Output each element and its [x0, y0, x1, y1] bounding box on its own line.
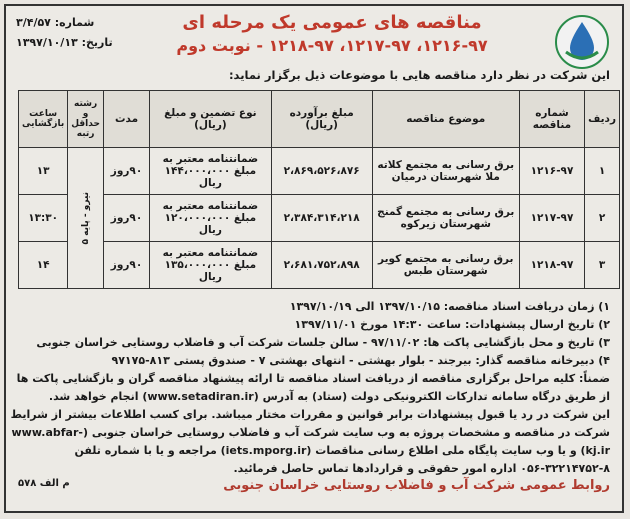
- row-index: ۱: [585, 148, 620, 195]
- ad-title: مناقصه های عمومی یک مرحله ای: [182, 12, 482, 33]
- company-logo-icon: [554, 14, 610, 70]
- row-amount: ۲،۶۸۱،۷۵۲،۸۹۸: [271, 242, 372, 289]
- grade-merged-cell: [68, 148, 104, 289]
- ad-frame: [4, 4, 624, 513]
- grade-merged-text: نیرو - پایه ۵: [80, 191, 91, 245]
- row-number: ۱۲۱۸-۹۷: [519, 242, 584, 289]
- col-amount: مبلغ برآورده (ریال): [271, 91, 372, 148]
- footer-signature: روابط عمومی شرکت آب و فاضلاب روستایی خراسان جنوبی: [223, 478, 610, 493]
- row-index: ۲: [585, 195, 620, 242]
- row-guarantee: ضمانتنامه معتبر به مبلغ ۱۴۴،۰۰۰،۰۰۰ ریال: [150, 148, 272, 195]
- col-duration: مدت: [103, 91, 149, 148]
- row-subject: برق رسانی به مجتمع گمنج شهرستان زیرکوه: [372, 195, 519, 242]
- col-number: شماره مناقصه: [519, 91, 584, 148]
- col-grade-min: حداقل رتبه: [71, 119, 100, 139]
- row-guarantee: ضمانتنامه معتبر به مبلغ ۱۳۵،۰۰۰،۰۰۰ ریال: [150, 242, 272, 289]
- col-row: ردیف: [585, 91, 620, 148]
- row-subject: برق رسانی به مجتمع کویر شهرستان طبس: [372, 242, 519, 289]
- row-number: ۱۲۱۷-۹۷: [519, 195, 584, 242]
- col-guarantee: نوع تضمین و مبلغ (ریال): [150, 91, 272, 148]
- note-item: ۳) تاریخ و محل بازگشایی پاکت ها: ۹۷/۱۱/۰۲ - سالن جلسات شرکت آب و فاضلاب روستایی خراسان جنوبی: [36, 336, 610, 349]
- row-duration: ۹۰روز: [103, 242, 149, 289]
- doc-number-value: ۳/۴/۵۷: [16, 16, 51, 29]
- col-grade: [68, 91, 104, 148]
- table-row: [19, 195, 620, 242]
- row-number: ۱۲۱۶-۹۷: [519, 148, 584, 195]
- row-time: ۱۳: [19, 148, 68, 195]
- table-row: [19, 242, 620, 289]
- note-item: ۲) تاریخ ارسال پیشنهادات: ساعت ۱۴:۳۰ مورخ ۱۳۹۷/۱۱/۰۱: [294, 318, 610, 331]
- ad-code: م الف ۵۷۸: [18, 478, 70, 489]
- tenders-table: [18, 90, 620, 289]
- row-duration: ۹۰روز: [103, 148, 149, 195]
- row-subject: برق رسانی به مجتمع کلاته ملا شهرستان درمیان: [372, 148, 519, 195]
- col-grade-field: رشته و: [74, 99, 98, 119]
- row-amount: ۲،۸۶۹،۵۲۶،۸۷۶: [271, 148, 372, 195]
- row-amount: ۲،۳۸۴،۳۱۴،۲۱۸: [271, 195, 372, 242]
- doc-date-label: تاریخ:: [81, 36, 113, 49]
- row-duration: ۹۰روز: [103, 195, 149, 242]
- ad-subtitle: ۱۲۱۶-۹۷، ۱۲۱۷-۹۷، ۱۲۱۸-۹۷ - نوبت دوم: [176, 36, 488, 55]
- col-subject: موضوع مناقصه: [372, 91, 519, 148]
- table-row: [19, 148, 620, 195]
- doc-date: [16, 36, 166, 49]
- row-time: ۱۳:۳۰: [19, 195, 68, 242]
- row-index: ۳: [585, 242, 620, 289]
- note-item: ضمناً: کلیه مراحل برگزاری مناقصه از دریافت اسناد مناقصه تا ارائه پیشنهاد مناقصه گران و بازگشایی پاکت ها از طریق درگاه سامانه تدارکات الکترونیکی دولت (ستاد) به آدرس (www.setadiran.ir) انجام خواهد شد.: [16, 372, 610, 403]
- row-time: ۱۴: [19, 242, 68, 289]
- note-item: این شرکت در رد یا قبول پیشنهادات برابر قوانین و مقررات مختار میباشد. برای کسب اطلاعات بیشتر از شرایط شرکت در مناقصه و مشخصات پروژه به وب سایت شرکت آب و فاضلاب روستایی خراسان جنوبی (www.abfar-kj.ir) و یا وب سایت پایگاه ملی اطلاع رسانی مناقصات (iets.mporg.ir) مراجعه و یا با شماره تلفن ۸-۳۲۲۱۴۷۵۲-۰۵۶ اداره امور حقوقی و قراردادها تماس حاصل فرمائید.: [10, 408, 610, 475]
- table-header-row: [19, 91, 620, 148]
- doc-date-value: ۱۳۹۷/۱۰/۱۳: [16, 36, 78, 49]
- notes-section: [6, 298, 610, 478]
- doc-number: [16, 16, 166, 29]
- row-guarantee: ضمانتنامه معتبر به مبلغ ۱۲۰،۰۰۰،۰۰۰ ریال: [150, 195, 272, 242]
- col-open-time: ساعت بازگشایی: [19, 91, 68, 148]
- intro-text: این شرکت در نظر دارد مناقصه هایی با موضوعات ذیل برگزار نماید:: [228, 68, 610, 82]
- note-item: ۱) زمان دریافت اسناد مناقصه: ۱۳۹۷/۱۰/۱۵ الی ۱۳۹۷/۱۰/۱۹: [289, 300, 610, 313]
- note-item: ۴) دبیرخانه مناقصه گذار: بیرجند - بلوار بهشتی - انتهای بهشتی ۷ - صندوق پستی ۸۱۳-۹۷۱۷۵: [111, 354, 610, 367]
- doc-number-label: شماره:: [54, 16, 95, 29]
